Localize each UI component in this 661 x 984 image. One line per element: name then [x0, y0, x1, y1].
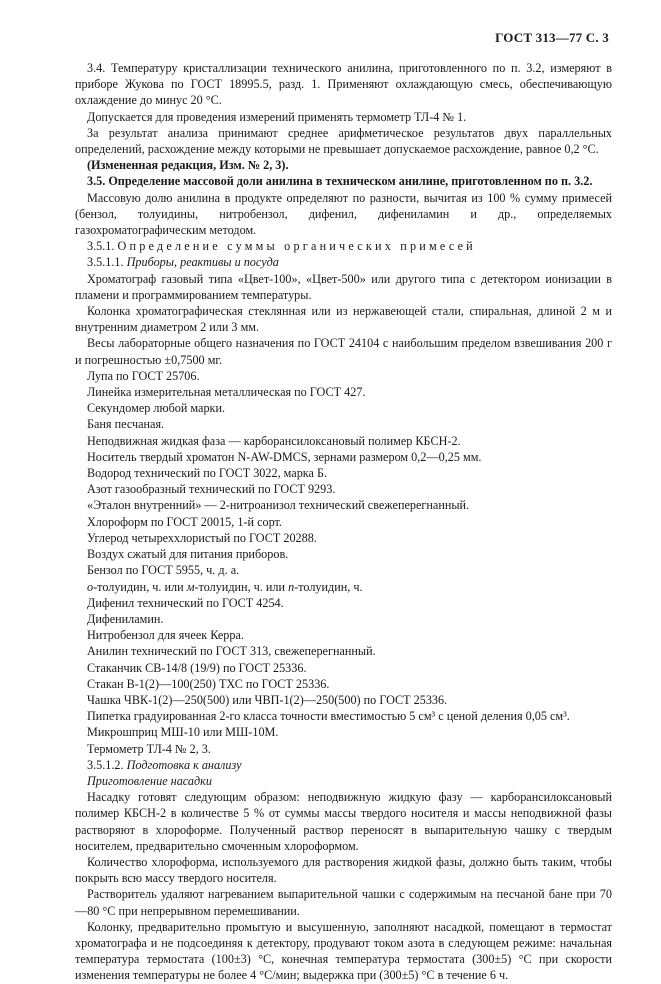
list-item: Термометр ТЛ-4 № 2, 3. [87, 741, 211, 756]
list-item: Неподвижная жидкая фаза — карборансилоксановый полимер КБСН-2. [87, 433, 461, 448]
subsection-heading [75, 757, 612, 773]
paragraph: За результат анализа принимают среднее арифметическое результатов двух параллельных определений, расхождение между которыми не превышает допускаемое расхождение, равное 0,2 °С. [75, 125, 612, 157]
isomer-prefix: п [288, 579, 295, 594]
list-item: Азот газообразный технический по ГОСТ 9293. [87, 482, 336, 497]
subsection-number: 3.5.1.1. [87, 255, 127, 270]
paragraph: Колонку, предварительно промытую и высушенную, заполняют насадкой, помещают в термостат хроматографа и не подсоединяя к детектору, продувают током азота в следующем режиме: начальная температура термостата (100±3) °С, конечная температура термостата (300±5) °С при скорости изменения температуры не более 4 °С/мин; выдержка при (300±5) °С в течение 6 ч. [75, 919, 612, 983]
list-item: Бензол по ГОСТ 5955, ч. д. а. [87, 563, 240, 578]
list-item: Линейка измерительная металлическая по ГОСТ 427. [87, 385, 366, 400]
paragraph: Допускается для проведения измерений применять термометр ТЛ-4 № 1. [87, 109, 467, 124]
text-fragment: -толуидин, ч. или [93, 579, 187, 594]
subsection-title: Приборы, реактивы и посуда [126, 255, 279, 270]
subsection-title: Определение суммы органических примесей [117, 239, 476, 254]
list-item: Лупа по ГОСТ 25706. [87, 368, 200, 383]
list-item: Чашка ЧВК-1(2)—250(500) или ЧВП-1(2)—250(500) по ГОСТ 25336. [87, 692, 448, 707]
list-item: Баня песчаная. [87, 417, 165, 432]
paragraph: Колонка хроматографическая стеклянная или из нержавеющей стали, спиральная, длиной 2 м и внутренним диаметром 2 или 3 мм. [75, 304, 612, 335]
list-item: Стаканчик СВ-14/8 (19/9) по ГОСТ 25336. [87, 660, 307, 675]
list-item: Микрошприц МШ-10 или МШ-10М. [87, 725, 279, 740]
list-item: Анилин технический по ГОСТ 313, свежеперегнанный. [87, 644, 376, 659]
page-header: ГОСТ 313—77 С. 3 [495, 30, 609, 45]
list-item: «Эталон внутренний» — 2-нитроанизол технический свежеперегнанный. [87, 498, 470, 513]
text-fragment: -толуидин, ч. [294, 579, 363, 594]
amendment-note: (Измененная редакция, Изм. № 2, 3). [87, 158, 289, 173]
subsection-number: 3.5.1. [87, 239, 118, 254]
list-item: Углерод четыреххлористый по ГОСТ 20288. [87, 530, 317, 545]
list-item: Дифенил технический по ГОСТ 4254. [87, 595, 284, 610]
subsection-title: Подготовка к анализу [126, 757, 242, 772]
paragraph: 3.4. Температуру кристаллизации технического анилина, приготовленного по п. 3.2, измеряют в приборе Жукова по ГОСТ 18995.5, разд. 1. Применяют охлаждающую смесь, обеспечивающую охлаждение до минус 20 °С. [75, 61, 612, 108]
subsection-heading [75, 238, 612, 254]
paragraph: Хроматограф газовый типа «Цвет-100», «Цвет-500» или другого типа с детектором ионизации в пламени и программированием температуры. [75, 271, 612, 302]
paragraph: Весы лабораторные общего назначения по ГОСТ 24104 с наибольшим пределом взвешивания 200 г и погрешностью ±0,7500 мг. [75, 336, 612, 367]
subsection-heading [75, 254, 612, 270]
procedure-heading: Приготовление насадки [87, 773, 212, 788]
subsection-number: 3.5.1.2. [87, 757, 127, 772]
list-item: Нитробензол для ячеек Керра. [87, 628, 244, 643]
paragraph: Растворитель удаляют нагреванием выпарительной чашки с содержимым на песчаной бане при 70—80 °С при непрерывном перемешивании. [75, 887, 612, 918]
text-fragment: -толуидин, ч. или [194, 579, 289, 594]
paragraph: Массовую долю анилина в продукте определяют по разности, вычитая из 100 % сумму примесей (бензол, толуидины, нитробензол, дифенил, дифениламин и др., определяемых газохроматографическим методом. [75, 190, 612, 238]
list-item: Носитель твердый хроматон N-AW-DMCS, зернами размером 0,2—0,25 мм. [87, 449, 482, 464]
list-item: Стакан В-1(2)—100(250) ТХС по ГОСТ 25336. [87, 676, 330, 691]
list-item: Пипетка градуированная 2-го класса точности вместимостью 5 см³ с ценой деления 0,05 см³. [87, 709, 570, 724]
list-item: Хлороформ по ГОСТ 20015, 1-й сорт. [87, 514, 282, 529]
isomer-prefix: м [186, 579, 195, 594]
list-item: Воздух сжатый для питания приборов. [87, 547, 289, 562]
isomer-prefix: о [87, 579, 94, 594]
paragraph: Количество хлороформа, используемого для растворения жидкой фазы, должно быть таким, чтобы покрыть всю массу твердого носителя. [75, 854, 612, 886]
list-item: Дифениламин. [87, 611, 164, 626]
document-body [75, 60, 612, 984]
list-item: Водород технический по ГОСТ 3022, марка Б. [87, 466, 328, 481]
list-item: Секундомер любой марки. [87, 401, 226, 416]
list-item [75, 579, 612, 595]
paragraph: Насадку готовят следующим образом: неподвижную жидкую фазу — карборансилоксановый полимер КБСН-2 в количестве 5 % от суммы массы твердого носителя и массы неподвижной фазы растворяют в хлороформе. Полученный раствор переносят в выпарительную чашку с твердым носителем, предварительно смоченным хлороформом. [75, 790, 612, 853]
section-heading: 3.5. Определение массовой доли анилина в техническом анилине, приготовленном по п. 3.2. [87, 174, 593, 189]
